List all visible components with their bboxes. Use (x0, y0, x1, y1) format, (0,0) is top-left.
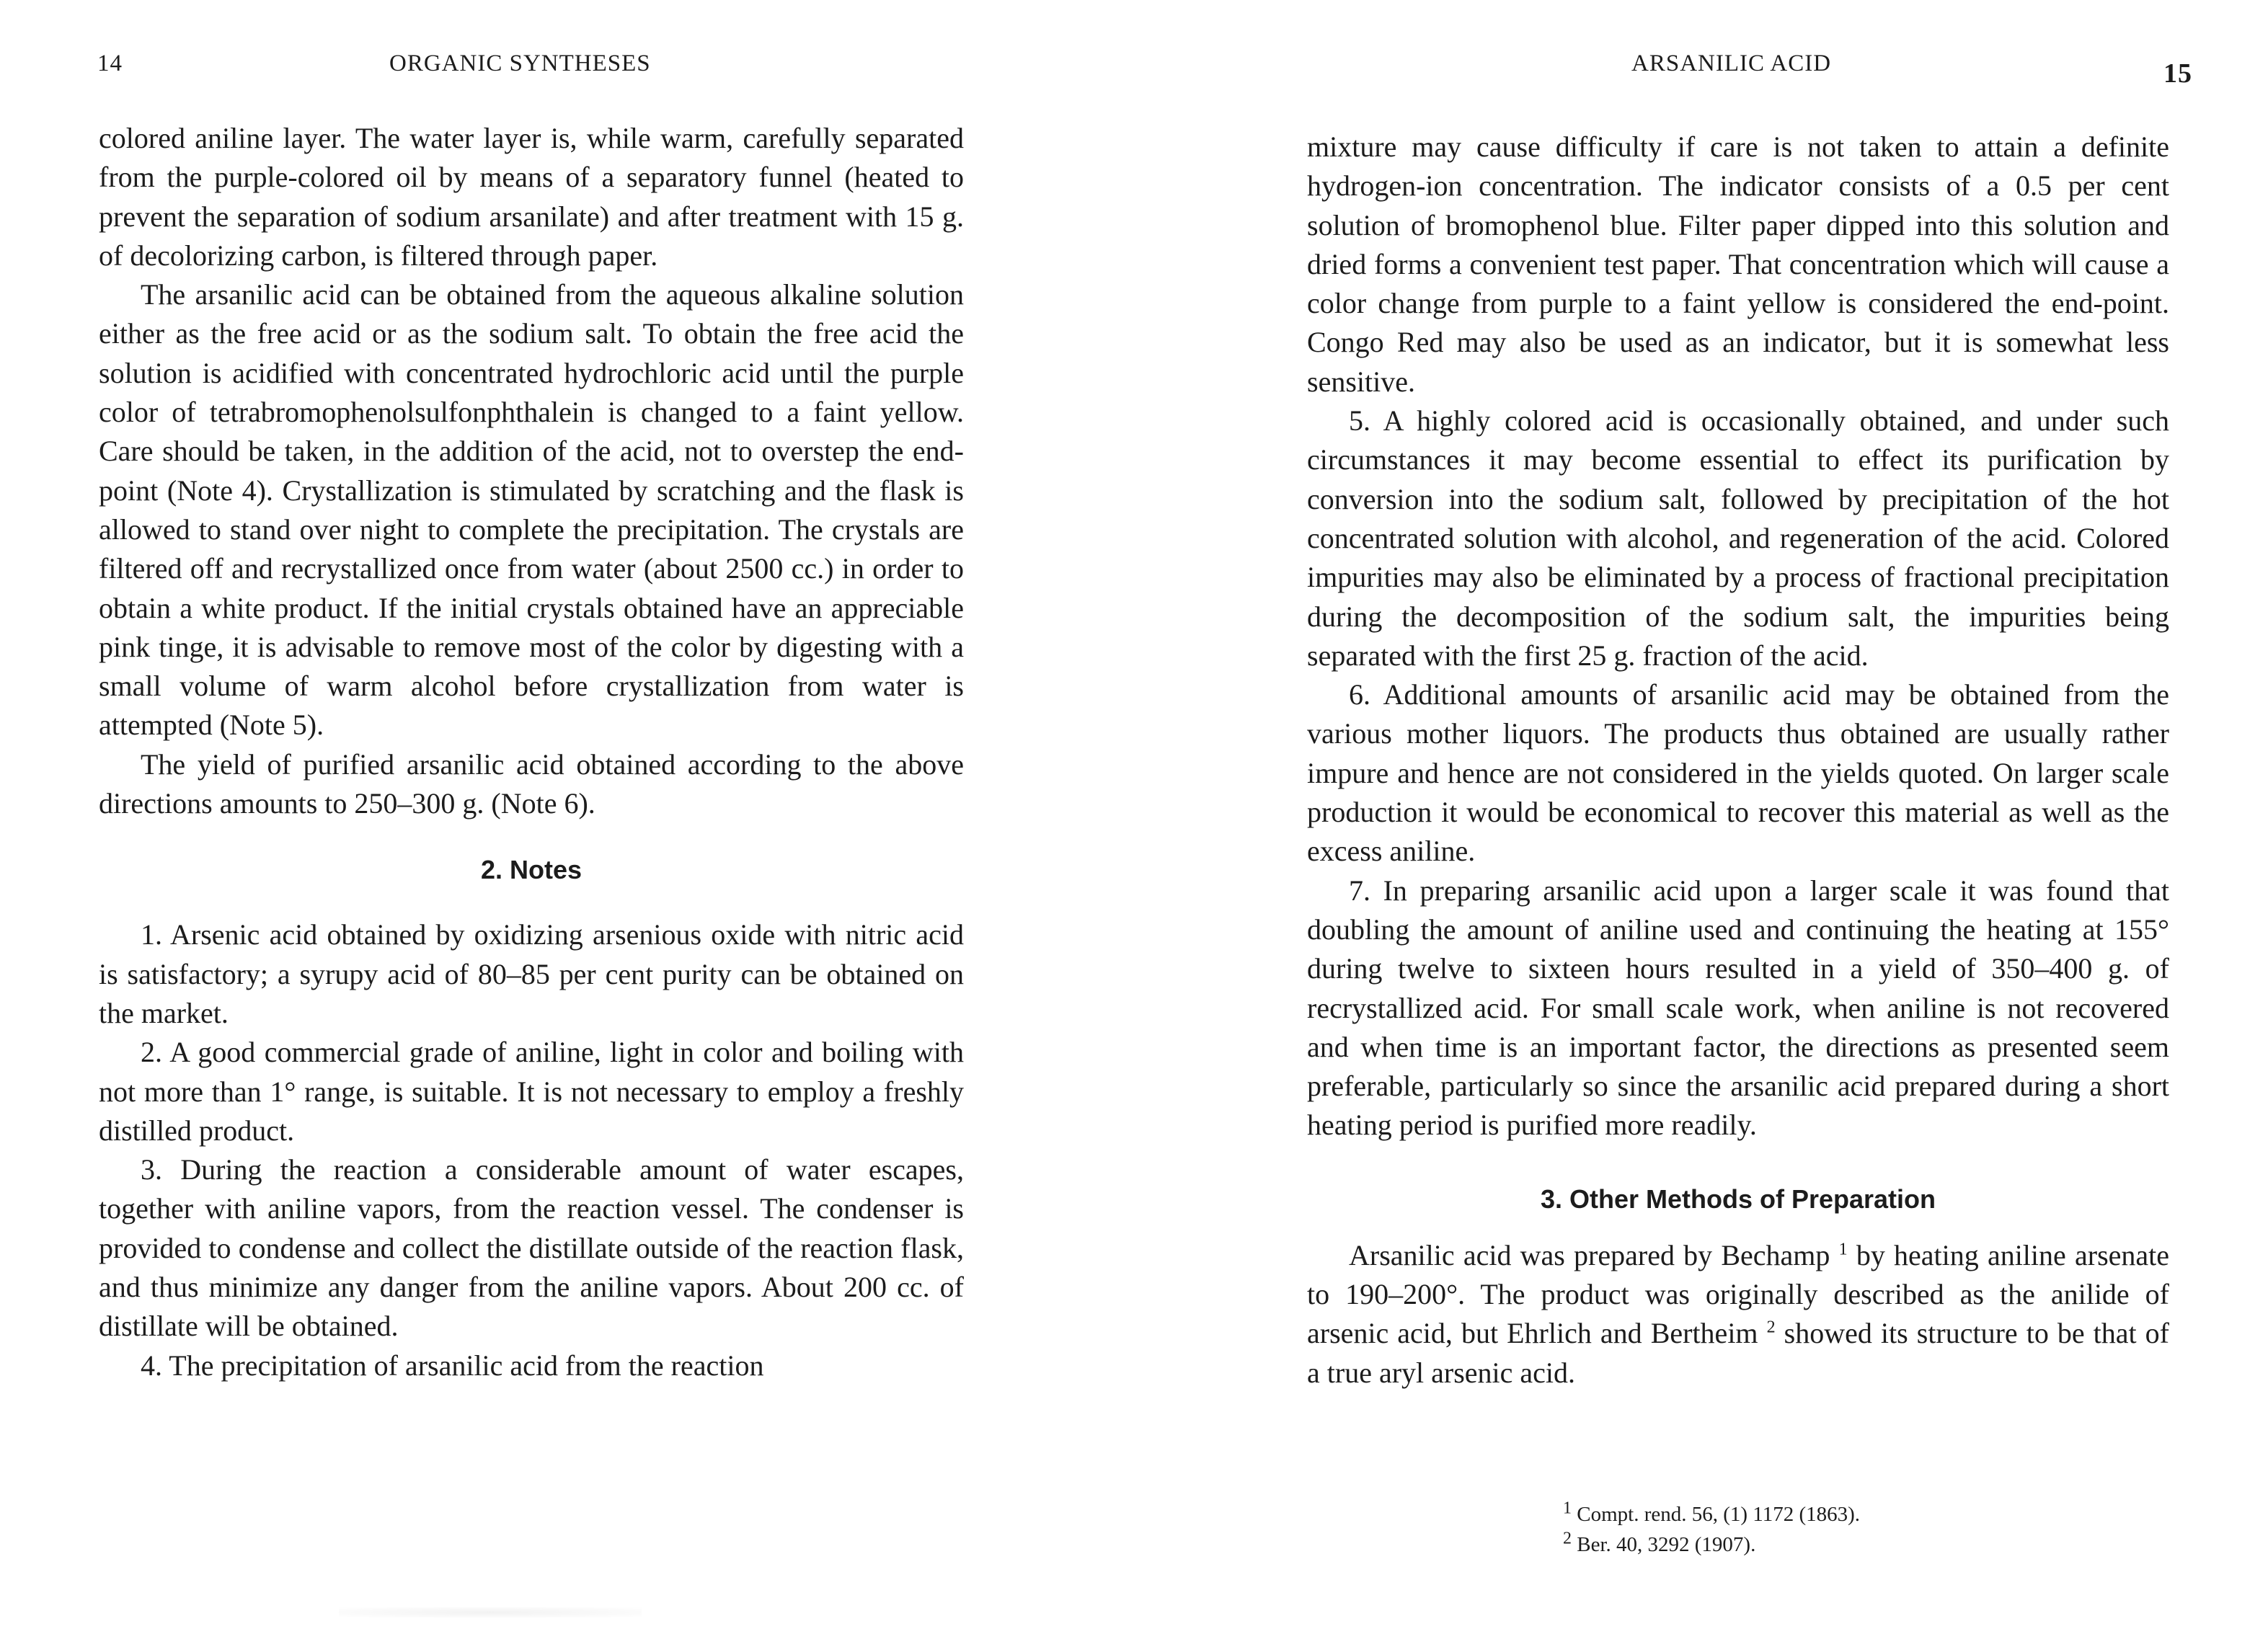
note-item: 3. During the reaction a considerable amount of water escapes, together with aniline vapors, from the reaction vessel. The condenser is provided to condense and collect the distillate outside of the reaction flask, and thus minimize any danger from the aniline vapors. About 200 cc. of distillate will be obtained. (99, 1153, 964, 1343)
paragraph: The yield of purified arsanilic acid obtained according to the above directions amounts to 250–300 g. (Note 6). (99, 747, 964, 820)
footnote-mark: 2 (1563, 1529, 1572, 1548)
footnote (1563, 1499, 1860, 1529)
note-item: 1. Arsenic acid obtained by oxidizing arsenious oxide with nitric acid is satisfactory; a syrupy acid of 80–85 per cent purity can be obtained on the market. (99, 918, 964, 1029)
methods-paragraph (1307, 1236, 2169, 1393)
right-page (1134, 0, 2268, 1634)
footnote-text: Compt. rend. 56, (1) 1172 (1863). (1577, 1503, 1861, 1526)
running-head: ORGANIC SYNTHESES (389, 50, 651, 76)
methods-heading: 3. Other Methods of Preparation (1540, 1184, 1936, 1214)
running-head: ARSANILIC ACID (1631, 50, 1832, 76)
paragraph: colored aniline layer. The water layer is, while warm, carefully separated from the purple-colored oil by means of a separatory funnel (heated to prevent the separation of sodium arsanilate) and after treatment with 15 g. of decolorizing carbon, is filtered through paper. (99, 122, 964, 272)
right-page-body (1307, 128, 2169, 1393)
paragraph: The arsanilic acid can be obtained from the aqueous alkaline solution either as the free acid or as the sodium salt. To obtain the free acid the solution is acidified with concentrated hydrochloric acid until the purple color of tetrabromophenolsulfonphthalein is changed to a faint yellow. Care should be taken, in the addition of the acid, not to overstep the end-point (Note 4). Crystallization is stimulated by scratching and the flask is allowed to stand over night to complete the precipitation. The crystals are filtered off and recrystallized once from water (about 2500 cc.) in order to obtain a white product. If the initial crystals obtained have an appreciable pink tinge, it is advisable to remove most of the color by digesting with a small volume of warm alcohol before crystallization from water is attempted (Note 5). (99, 278, 964, 742)
footnote-ref: 1 (1838, 1240, 1848, 1259)
footnote (1563, 1529, 1860, 1560)
note-item: 4. The precipitation of arsanilic acid from the reaction (141, 1349, 764, 1382)
left-page-body (99, 119, 964, 1385)
notes-heading: 2. Notes (480, 855, 582, 885)
methods-text: Arsanilic acid was prepared by Bechamp (1349, 1238, 1830, 1271)
footnote-text: Ber. 40, 3292 (1907). (1577, 1533, 1756, 1556)
methods-text: showed its structure to be that of a true aryl arsenic acid. (1307, 1317, 2170, 1389)
note-item: 5. A highly colored acid is occasionally obtained, and under such circumstances it may become essential to effect its purification by conversion into the sodium salt, followed by precipitation of the hot concentrated solution with alcohol, and regeneration of the acid. Colored impurities may also be eliminated by a process of fractional precipitation during the decomposition of the sodium salt, the impurities being separated with the first 25 g. fraction of the acid. (1307, 404, 2169, 672)
note-item: 7. In preparing arsanilic acid upon a larger scale it was found that doubling the amount of aniline used and continuing the heating at 155° during twelve to sixteen hours resulted in a yield of 350–400 g. of recrystallized acid. For small scale work, when aniline is not recovered and when time is an important factor, the directions as presented seem preferable, particularly so since the arsanilic acid prepared during a short heating period is purified more readily. (1307, 874, 2169, 1142)
footnotes (1563, 1499, 1860, 1560)
page-number: 15 (2163, 58, 2192, 89)
page-number: 14 (97, 50, 123, 76)
note-item: 2. A good commercial grade of aniline, light in color and boiling with not more than 1° range, is suitable. It is not necessary to employ a freshly distilled product. (99, 1036, 964, 1147)
footnote-mark: 1 (1563, 1498, 1572, 1518)
methods-text: by heating aniline arsenate to 190–200°. The product was originally described as the anilide of arsenic acid, but Ehrlich and Bertheim (1307, 1238, 2170, 1350)
note-continuation: mixture may cause difficulty if care is not taken to attain a definite hydrogen-ion concentration. The indicator consists of a 0.5 per cent solution of bromophenol blue. Filter paper dipped into this solution and dried forms a convenient test paper. That concentration which will cause a color change from purple to a faint yellow is considered the end-point. Congo Red may also be used as an indicator, but it is somewhat less sensitive. (1307, 130, 2169, 398)
note-item: 6. Additional amounts of arsanilic acid may be obtained from the various mother liquors. The products thus obtained are usually rather impure and hence are not considered in the yields quoted. On larger scale production it would be economical to recover this material as well as the excess aniline. (1307, 678, 2169, 868)
footnote-ref: 2 (1766, 1318, 1776, 1337)
scan-smudge (339, 1607, 642, 1617)
